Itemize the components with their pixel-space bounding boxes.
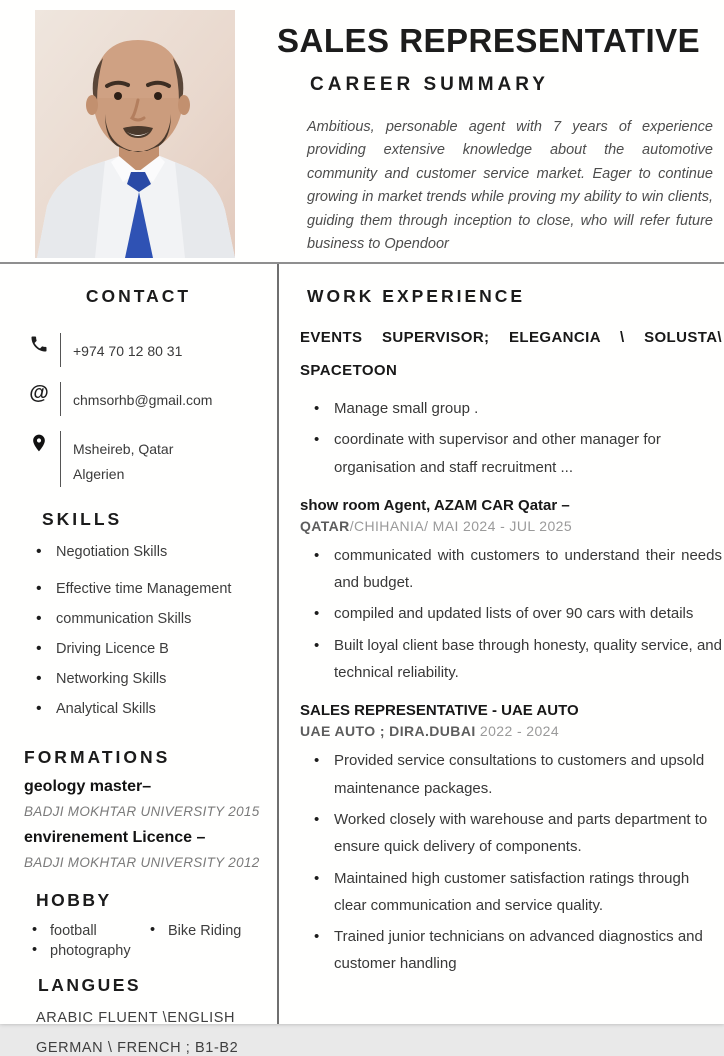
formation-entry xyxy=(24,829,277,870)
skill-item: • Networking Skills xyxy=(36,671,277,687)
phone-icon xyxy=(26,333,52,354)
job-bullet: • Provided service consultations to customers and upsold maintenance packages. xyxy=(314,747,722,802)
location-line2: Algerien xyxy=(73,466,125,483)
job-bullet-list xyxy=(300,542,722,686)
formation-entry xyxy=(24,778,277,819)
formation-title: envirenement Licence – xyxy=(24,829,206,847)
job-title: SALES REPRESENTATIVE - UAE AUTO xyxy=(300,702,579,720)
job-meta xyxy=(300,723,722,739)
skills-heading: SKILLS xyxy=(42,509,123,530)
career-summary-heading: CAREER SUMMARY xyxy=(310,74,549,95)
location-text xyxy=(73,431,173,487)
langue-line: GERMAN \ FRENCH ; B1-B2 xyxy=(36,1040,239,1056)
skill-item: • communication Skills xyxy=(36,611,277,627)
formation-title: geology master– xyxy=(24,778,152,796)
job-meta xyxy=(300,518,722,534)
hobby-item: • football xyxy=(32,923,150,939)
at-icon: @ xyxy=(29,382,49,404)
skill-item: • Negotiation Skills xyxy=(36,544,277,560)
location-line1: Msheireb, Qatar xyxy=(73,441,174,457)
job-meta-dates: /CHIHANIA/ MAI 2024 - JUL 2025 xyxy=(349,517,573,534)
header xyxy=(277,22,717,257)
contact-heading: CONTACT xyxy=(85,286,192,306)
job-entry xyxy=(300,495,722,686)
job-bullet: • Worked closely with warehouse and parts department to ensure quick delivery of components. xyxy=(314,806,722,861)
skill-item: • Analytical Skills xyxy=(36,701,277,717)
job-entry xyxy=(300,700,722,977)
job-bullet: • coordinate with supervisor and other manager for organisation and staff recruitment ... xyxy=(314,426,722,481)
job-bullet: • Built loyal client base through honesty, quality service, and technical reliability. xyxy=(314,632,722,687)
contact-separator xyxy=(60,431,61,487)
job-meta-company: UAE AUTO ; DIRA.DUBAI xyxy=(300,723,476,740)
job-bullet: • compiled and updated lists of over 90 cars with details xyxy=(314,600,722,627)
contact-separator xyxy=(60,333,61,367)
langue-line: ARABIC FLUENT \ENGLISH xyxy=(36,1010,236,1027)
skill-item: • Driving Licence B xyxy=(36,641,277,657)
job-bullet-list xyxy=(300,395,722,481)
vertical-divider xyxy=(277,264,279,1024)
contact-separator xyxy=(60,382,61,416)
hobby-item: • Bike Riding xyxy=(150,923,277,939)
left-column xyxy=(0,264,277,1056)
contact-list xyxy=(26,333,277,487)
work-experience-column xyxy=(282,264,724,1024)
contact-location xyxy=(26,431,277,487)
skill-item: • Effective time Management xyxy=(36,581,277,597)
hobby-item: • photography xyxy=(32,943,150,959)
email-address: chmsorhb@gmail.com xyxy=(73,392,213,408)
job-meta-dates: 2022 - 2024 xyxy=(475,723,560,740)
job-bullet-list xyxy=(300,747,722,977)
phone-number: +974 70 12 80 31 xyxy=(73,343,183,359)
job-meta-company: QATAR xyxy=(300,517,350,534)
location-icon xyxy=(26,431,52,454)
skills-list xyxy=(0,544,277,717)
portrait-photo-illustration xyxy=(35,10,235,258)
job-bullet: • communicated with customers to understand their needs and budget. xyxy=(314,542,722,597)
job-bullet: • Trained junior technicians on advanced diagnostics and customer handling xyxy=(314,923,722,978)
formation-detail: BADJI MOKHTAR UNIVERSITY 2015 xyxy=(24,804,260,820)
job-bullet: • Manage small group . xyxy=(314,395,722,422)
langues-heading: LANGUES xyxy=(38,975,142,996)
hobby-list xyxy=(32,923,277,959)
job-title: show room Agent, AZAM CAR Qatar – xyxy=(300,496,570,514)
formations-heading: FORMATIONS xyxy=(24,747,171,768)
hobby-heading: HOBBY xyxy=(36,890,112,911)
work-experience-heading: WORK EXPERIENCE xyxy=(307,286,526,306)
career-summary-text: Ambitious, personable agent with 7 years of experience providing extensive knowledge about the automotive community and customer service market. Eager to continue growing in market trends while proving my ability to win clients, guiding them through inception to close, who will refer future business to Opendoor xyxy=(307,119,713,253)
page-title: SALES REPRESENTATIVE xyxy=(277,22,701,59)
contact-phone xyxy=(26,333,277,367)
job-bullet: • Maintained high customer satisfaction ratings through clear communication and service quality. xyxy=(314,865,722,920)
contact-email xyxy=(26,382,277,416)
job-entry xyxy=(300,321,722,481)
portrait-photo xyxy=(35,10,235,258)
job-title: EVENTS SUPERVISOR; ELEGANCIA \ SOLUSTA\ SPACETOON xyxy=(300,329,722,379)
formation-detail: BADJI MOKHTAR UNIVERSITY 2012 xyxy=(24,855,260,871)
